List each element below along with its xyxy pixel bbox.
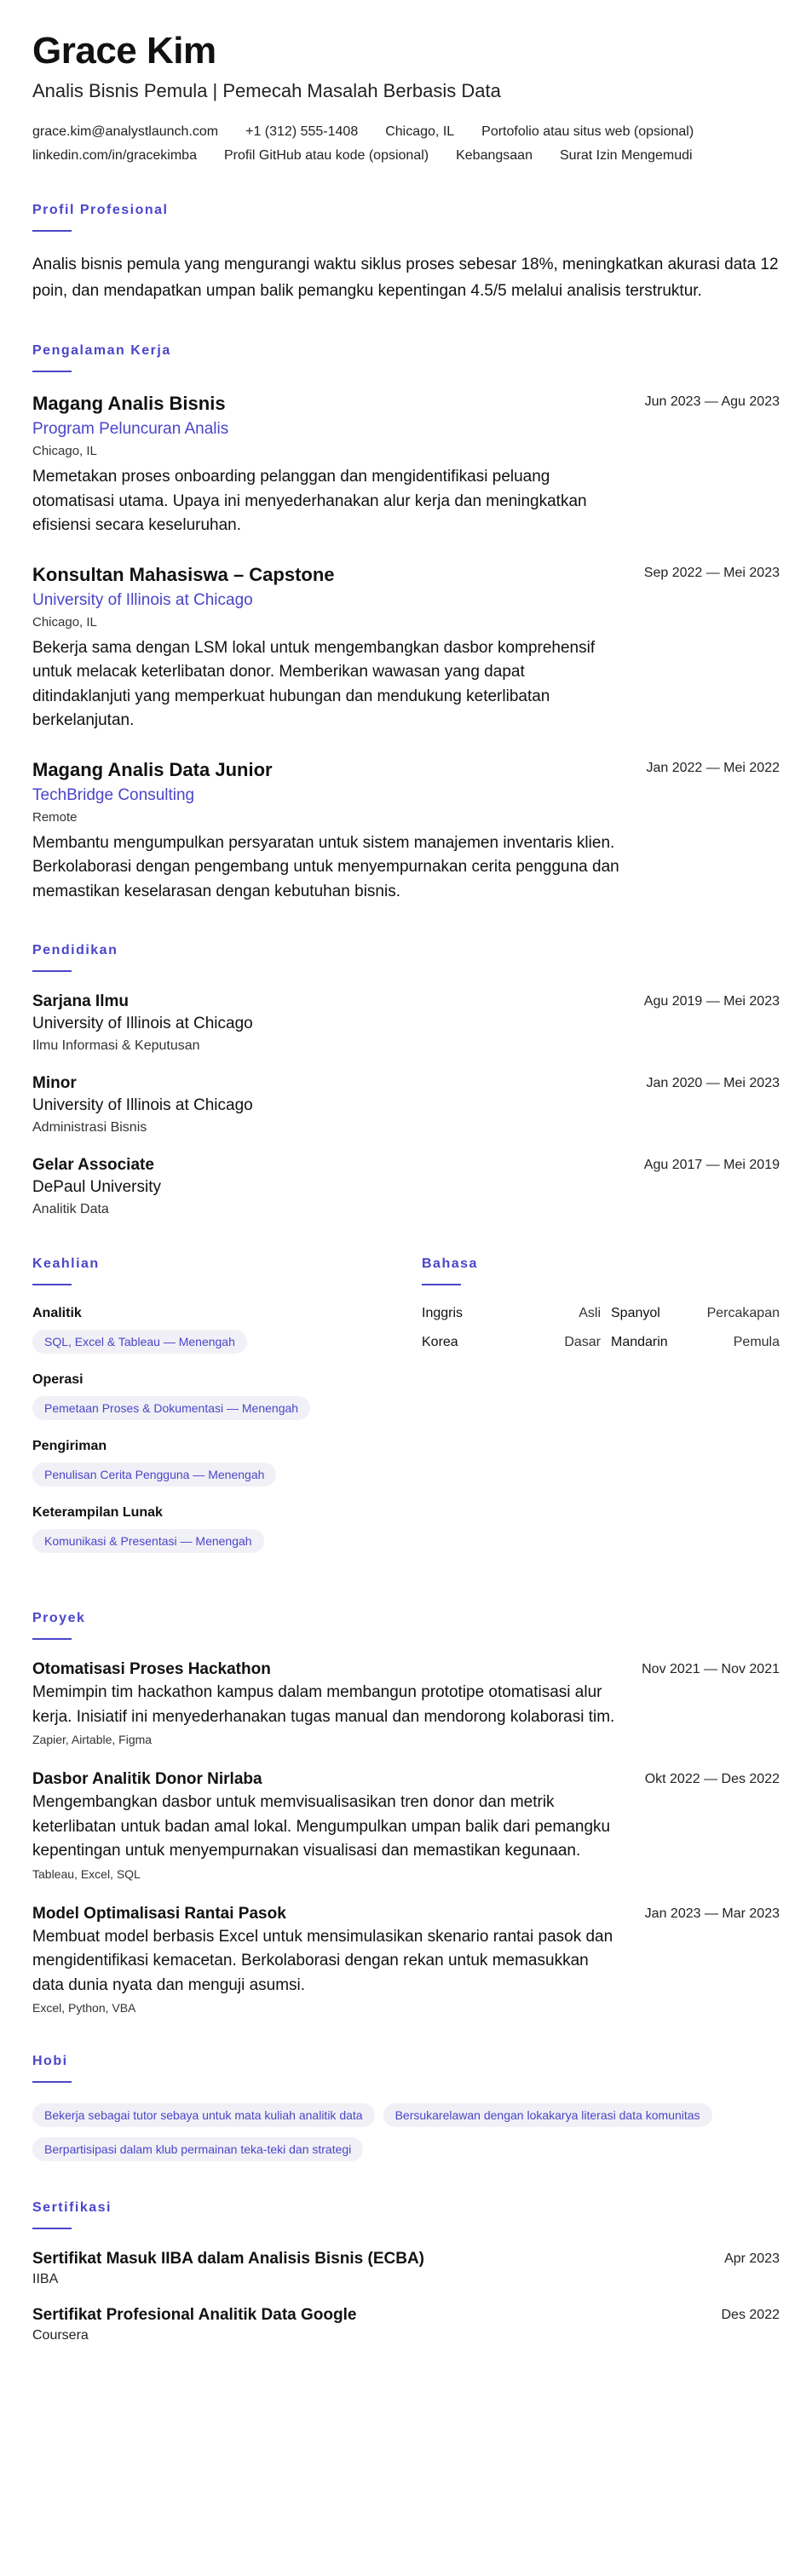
- candidate-headline: Analis Bisnis Pemula | Pemecah Masalah Berbasis Data: [32, 80, 501, 102]
- education-dates: Jan 2020 — Mei 2023: [646, 1076, 780, 1091]
- certification-issuer: Coursera: [32, 2328, 89, 2343]
- summary-text: Analis bisnis pemula yang mengurangi waktu siklus proses sebesar 18%, meningkatkan akurasi data 12 poin, dan mendapatkan umpan balik pemangku kepentingan 4.5/5 melalui analisis terstruktur.: [32, 256, 779, 300]
- experience-dates: Jun 2023 — Agu 2023: [644, 394, 780, 410]
- project-dates: Jan 2023 — Mar 2023: [644, 1906, 780, 1921]
- language-list: [422, 1306, 780, 1350]
- hobby-pill: Bekerja sebagai tutor sebaya untuk mata kuliah analitik data: [32, 2103, 375, 2127]
- section-divider: [32, 230, 72, 232]
- languages-section: [422, 1256, 780, 1572]
- experience-location: Chicago, IL: [32, 444, 97, 459]
- education-school: University of Illinois at Chicago: [32, 1015, 253, 1033]
- education-dates: Agu 2019 — Mei 2023: [643, 994, 780, 1009]
- experience-role: Konsultan Mahasiswa – Capstone: [32, 563, 335, 585]
- contact-nationality: Kebangsaan: [456, 148, 533, 164]
- experience-company: University of Illinois at Chicago: [32, 590, 253, 609]
- experience-description: Membantu mengumpulkan persyaratan untuk sistem manajemen inventaris klien. Berkolaborasi dengan pengembang untuk menyempurnakan cerita pengguna dan memastikan keselarasan dengan kebutuhan bisnis.: [32, 833, 619, 900]
- project-name: Otomatisasi Proses Hackathon: [32, 1660, 271, 1679]
- education-field: Analitik Data: [32, 1202, 109, 1217]
- education-degree: Sarjana Ilmu: [32, 992, 129, 1011]
- skill-group: [32, 1505, 422, 1553]
- section-divider: [32, 1638, 72, 1640]
- projects-section: [32, 1611, 780, 2015]
- experience-item: [32, 393, 780, 538]
- language-level: Dasar: [564, 1335, 601, 1350]
- skill-category: Pengiriman: [32, 1439, 107, 1454]
- skill-category: Analitik: [32, 1306, 82, 1321]
- education-school: DePaul University: [32, 1178, 161, 1197]
- education-dates: Agu 2017 — Mei 2019: [643, 1158, 780, 1173]
- contact-github[interactable]: Profil GitHub atau kode (opsional): [223, 148, 429, 164]
- project-item: [32, 1770, 780, 1881]
- section-divider: [32, 371, 72, 372]
- certification-name: Sertifikat Masuk IIBA dalam Analisis Bisnis (ECBA): [32, 2250, 424, 2268]
- experience-item: [32, 564, 780, 733]
- skill-pill: Pemetaan Proses & Dokumentasi — Menengah: [32, 1396, 310, 1420]
- section-divider: [32, 970, 72, 972]
- project-description: Mengembangkan dasbor untuk memvisualisasikan tren donor dan metrik keterlibatan untuk badan amal lokal. Mengumpulkan umpan balik dari pemangku kepentingan untuk menyempurnakan visualisasi dan memastikan kegunaan.: [32, 1793, 611, 1860]
- section-title: Hobi: [32, 2054, 68, 2069]
- section-divider: [422, 1284, 461, 1285]
- project-tools: Zapier, Airtable, Figma: [32, 1733, 153, 1747]
- skill-category: Operasi: [32, 1372, 84, 1388]
- contact-portfolio[interactable]: Portofolio atau situs web (opsional): [481, 124, 694, 140]
- language-level: Percakapan: [706, 1306, 780, 1321]
- skill-group: [32, 1372, 422, 1420]
- education-item: [32, 992, 780, 1054]
- contact-phone[interactable]: +1 (312) 555-1408: [245, 124, 359, 140]
- hobby-pill: Berpartisipasi dalam klub permainan teka-teki dan strategi: [32, 2137, 363, 2161]
- education-item: [32, 1074, 780, 1136]
- education-school: University of Illinois at Chicago: [32, 1096, 253, 1115]
- contact-list: [32, 124, 780, 164]
- experience-role: Magang Analis Data Junior: [32, 758, 273, 780]
- contact-location: Chicago, IL: [385, 124, 455, 140]
- certifications-section: [32, 2200, 780, 2343]
- education-degree: Minor: [32, 1074, 77, 1093]
- experience-dates: Jan 2022 — Mei 2022: [646, 760, 780, 775]
- section-title: Pendidikan: [32, 943, 118, 958]
- language-level: Asli: [579, 1306, 601, 1321]
- education-field: Ilmu Informasi & Keputusan: [32, 1038, 200, 1054]
- certification-date: Des 2022: [721, 2308, 780, 2323]
- education-item: [32, 1156, 780, 1217]
- skill-pill: Komunikasi & Presentasi — Menengah: [32, 1529, 264, 1553]
- language-level: Pemula: [733, 1335, 780, 1350]
- certification-date: Apr 2023: [724, 2251, 780, 2267]
- education-degree: Gelar Associate: [32, 1156, 154, 1175]
- certification-item: [32, 2250, 780, 2287]
- project-name: Dasbor Analitik Donor Nirlaba: [32, 1770, 262, 1789]
- section-title: Proyek: [32, 1611, 86, 1626]
- project-tools: Excel, Python, VBA: [32, 2001, 136, 2015]
- certification-issuer: IIBA: [32, 2272, 59, 2287]
- experience-item: [32, 759, 780, 905]
- section-title: Pengalaman Kerja: [32, 343, 171, 359]
- experience-description: Memetakan proses onboarding pelanggan dan mengidentifikasi peluang otomatisasi utama. Upaya ini menyederhanakan alur kerja dan meningkatkan efisiensi secara keseluruhan.: [32, 468, 587, 535]
- section-title: Keahlian: [32, 1256, 100, 1272]
- language-name: Korea: [422, 1335, 458, 1350]
- section-divider: [32, 1284, 72, 1285]
- experience-section: [32, 343, 780, 904]
- section-divider: [32, 2081, 72, 2083]
- contact-email[interactable]: grace.kim@analystlaunch.com: [32, 124, 219, 140]
- hobbies-section: [32, 2054, 780, 2161]
- section-title: Sertifikasi: [32, 2200, 112, 2216]
- project-name: Model Optimalisasi Rantai Pasok: [32, 1904, 286, 1923]
- skill-group: [32, 1439, 422, 1486]
- language-name: Spanyol: [611, 1306, 660, 1321]
- experience-description: Bekerja sama dengan LSM lokal untuk mengembangkan dasbor komprehensif untuk melacak keterlibatan donor. Memberikan wawasan yang dapat ditindaklanjuti yang memperkuat hubungan dan mendukung keterlibatan berkelanjutan.: [32, 638, 596, 730]
- experience-location: Chicago, IL: [32, 614, 97, 630]
- resume-header: [32, 31, 780, 164]
- contact-linkedin[interactable]: linkedin.com/in/gracekimba: [32, 148, 197, 164]
- experience-company: Program Peluncuran Analis: [32, 420, 229, 439]
- contact-drivers-license: Surat Izin Mengemudi: [559, 148, 693, 164]
- education-section: [32, 943, 780, 1217]
- skill-pill: SQL, Excel & Tableau — Menengah: [32, 1330, 247, 1354]
- skills-section: [32, 1256, 422, 1572]
- education-field: Administrasi Bisnis: [32, 1120, 147, 1136]
- summary-section: [32, 203, 780, 304]
- skill-category: Keterampilan Lunak: [32, 1505, 163, 1521]
- hobby-pill: Bersukarelawan dengan lokakarya literasi data komunitas: [383, 2103, 712, 2127]
- project-tools: Tableau, Excel, SQL: [32, 1866, 141, 1881]
- project-description: Membuat model berbasis Excel untuk mensimulasikan skenario rantai pasok dan mengidentifikasi kemacetan. Berkolaborasi dengan rekan untuk memasukkan data dunia nyata dan menguji asumsi.: [32, 1927, 613, 1994]
- language-name: Inggris: [422, 1306, 464, 1321]
- skill-pill: Penulisan Cerita Pengguna — Menengah: [32, 1463, 276, 1486]
- candidate-name: Grace Kim: [32, 30, 216, 72]
- section-title: Bahasa: [422, 1256, 478, 1272]
- project-item: [32, 1905, 780, 2015]
- language-name: Mandarin: [611, 1335, 668, 1350]
- project-description: Memimpin tim hackathon kampus dalam membangun prototipe otomatisasi alur kerja. Inisiatif ini menyederhanakan tugas manual dan mendorong kolaborasi tim.: [32, 1683, 615, 1726]
- certification-name: Sertifikat Profesional Analitik Data Google: [32, 2306, 357, 2325]
- certification-item: [32, 2306, 780, 2343]
- experience-dates: Sep 2022 — Mei 2023: [643, 565, 780, 580]
- skills-languages-row: [32, 1256, 780, 1572]
- experience-company: TechBridge Consulting: [32, 785, 195, 804]
- section-title: Profil Profesional: [32, 203, 169, 218]
- hobby-list: [32, 2103, 799, 2161]
- experience-role: Magang Analis Bisnis: [32, 393, 226, 415]
- experience-location: Remote: [32, 809, 78, 825]
- skill-group: [32, 1306, 422, 1354]
- section-divider: [32, 2228, 72, 2229]
- project-dates: Okt 2022 — Des 2022: [644, 1772, 780, 1787]
- project-item: [32, 1660, 780, 1746]
- project-dates: Nov 2021 — Nov 2021: [642, 1662, 780, 1677]
